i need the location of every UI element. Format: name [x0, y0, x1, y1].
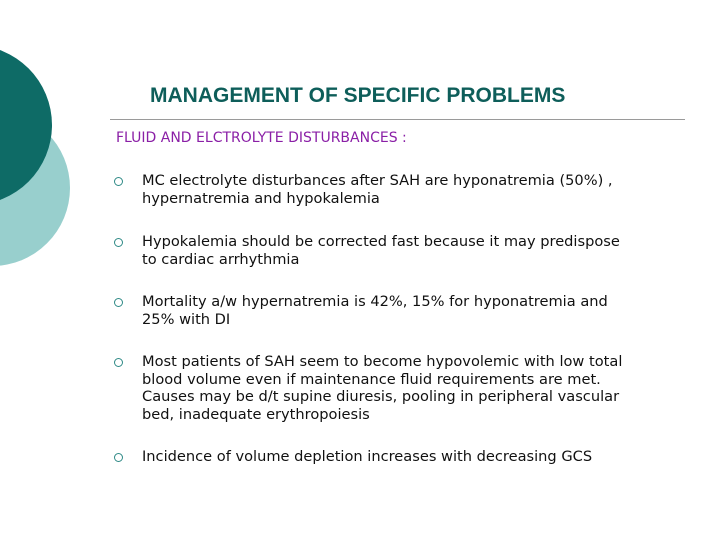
- circle-bullet-icon: [114, 453, 123, 462]
- bullet-text: Mortality a/w hypernatremia is 42%, 15% for hyponatremia and 25% with DI: [142, 293, 608, 328]
- bullet-item: [114, 448, 674, 488]
- slide-title: MANAGEMENT OF SPECIFIC PROBLEMS: [150, 84, 566, 107]
- bullet-list: [114, 172, 674, 488]
- bullet-text: Incidence of volume depletion increases with decreasing GCS: [142, 448, 593, 465]
- bullet-text: Most patients of SAH seem to become hypovolemic with low total blood volume even if maintenance fluid requirements are met. Causes may be d/t supine diuresis, pooling in peripheral vascular bed, inadequate erythropoiesis: [142, 353, 623, 423]
- bullet-item: [114, 233, 674, 293]
- decorative-circles: [0, 0, 120, 300]
- bullet-item: [114, 172, 674, 233]
- title-divider: [110, 119, 685, 120]
- bullet-text: MC electrolyte disturbances after SAH are hyponatremia (50%) , hypernatremia and hypokalemia: [142, 172, 613, 207]
- slide-subtitle: FLUID AND ELCTROLYTE DISTURBANCES :: [116, 130, 407, 146]
- bullet-item: [114, 293, 674, 353]
- circle-bullet-icon: [114, 298, 123, 307]
- circle-bullet-icon: [114, 177, 123, 186]
- bullet-item: [114, 353, 674, 448]
- circle-bullet-icon: [114, 358, 123, 367]
- circle-bullet-icon: [114, 238, 123, 247]
- bullet-text: Hypokalemia should be corrected fast because it may predispose to cardiac arrhythmia: [142, 233, 620, 268]
